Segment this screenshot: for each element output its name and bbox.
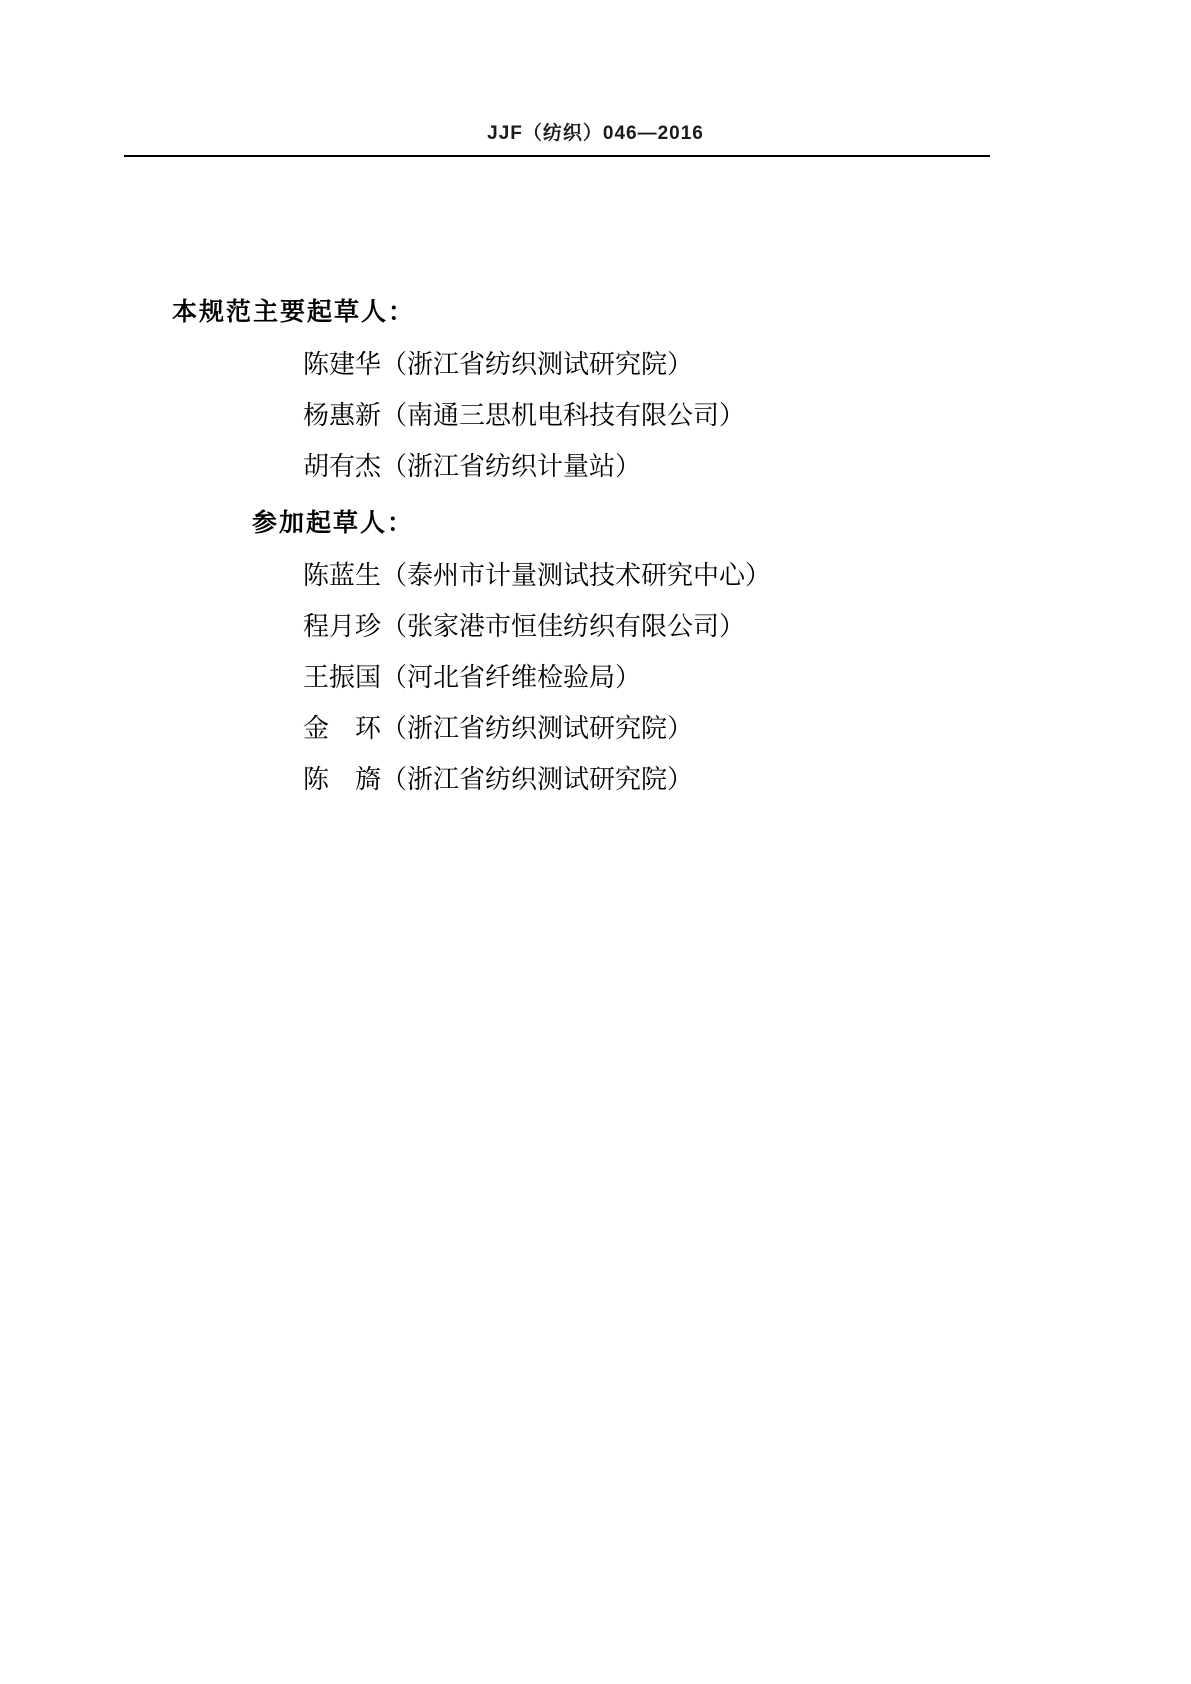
list-item: 陈 旖（浙江省纺织测试研究院） xyxy=(303,765,694,794)
list-item: 胡有杰（浙江省纺织计量站） xyxy=(303,452,642,481)
list-item: 陈蓝生（泰州市计量测试技术研究中心） xyxy=(303,561,772,590)
list-item: 王振国（河北省纤维检验局） xyxy=(303,663,642,692)
drafters-participating-section xyxy=(0,496,1191,805)
drafters-main-section xyxy=(0,285,1191,492)
section-heading-main-drafters: 本规范主要起草人： xyxy=(172,297,416,326)
list-item: 杨惠新（南通三思机电科技有限公司） xyxy=(303,401,746,430)
document-body xyxy=(0,285,1191,809)
standard-code-text: JJF（纺织）046—2016 xyxy=(487,123,704,144)
list-item: 金 环（浙江省纺织测试研究院） xyxy=(303,714,694,743)
section-heading-participating-drafters: 参加起草人： xyxy=(252,508,415,537)
list-item: 陈建华（浙江省纺织测试研究院） xyxy=(303,350,694,379)
list-item: 程月珍（张家港市恒佳纺织有限公司） xyxy=(303,612,746,641)
page-header xyxy=(0,118,1191,145)
header-divider xyxy=(124,155,990,157)
